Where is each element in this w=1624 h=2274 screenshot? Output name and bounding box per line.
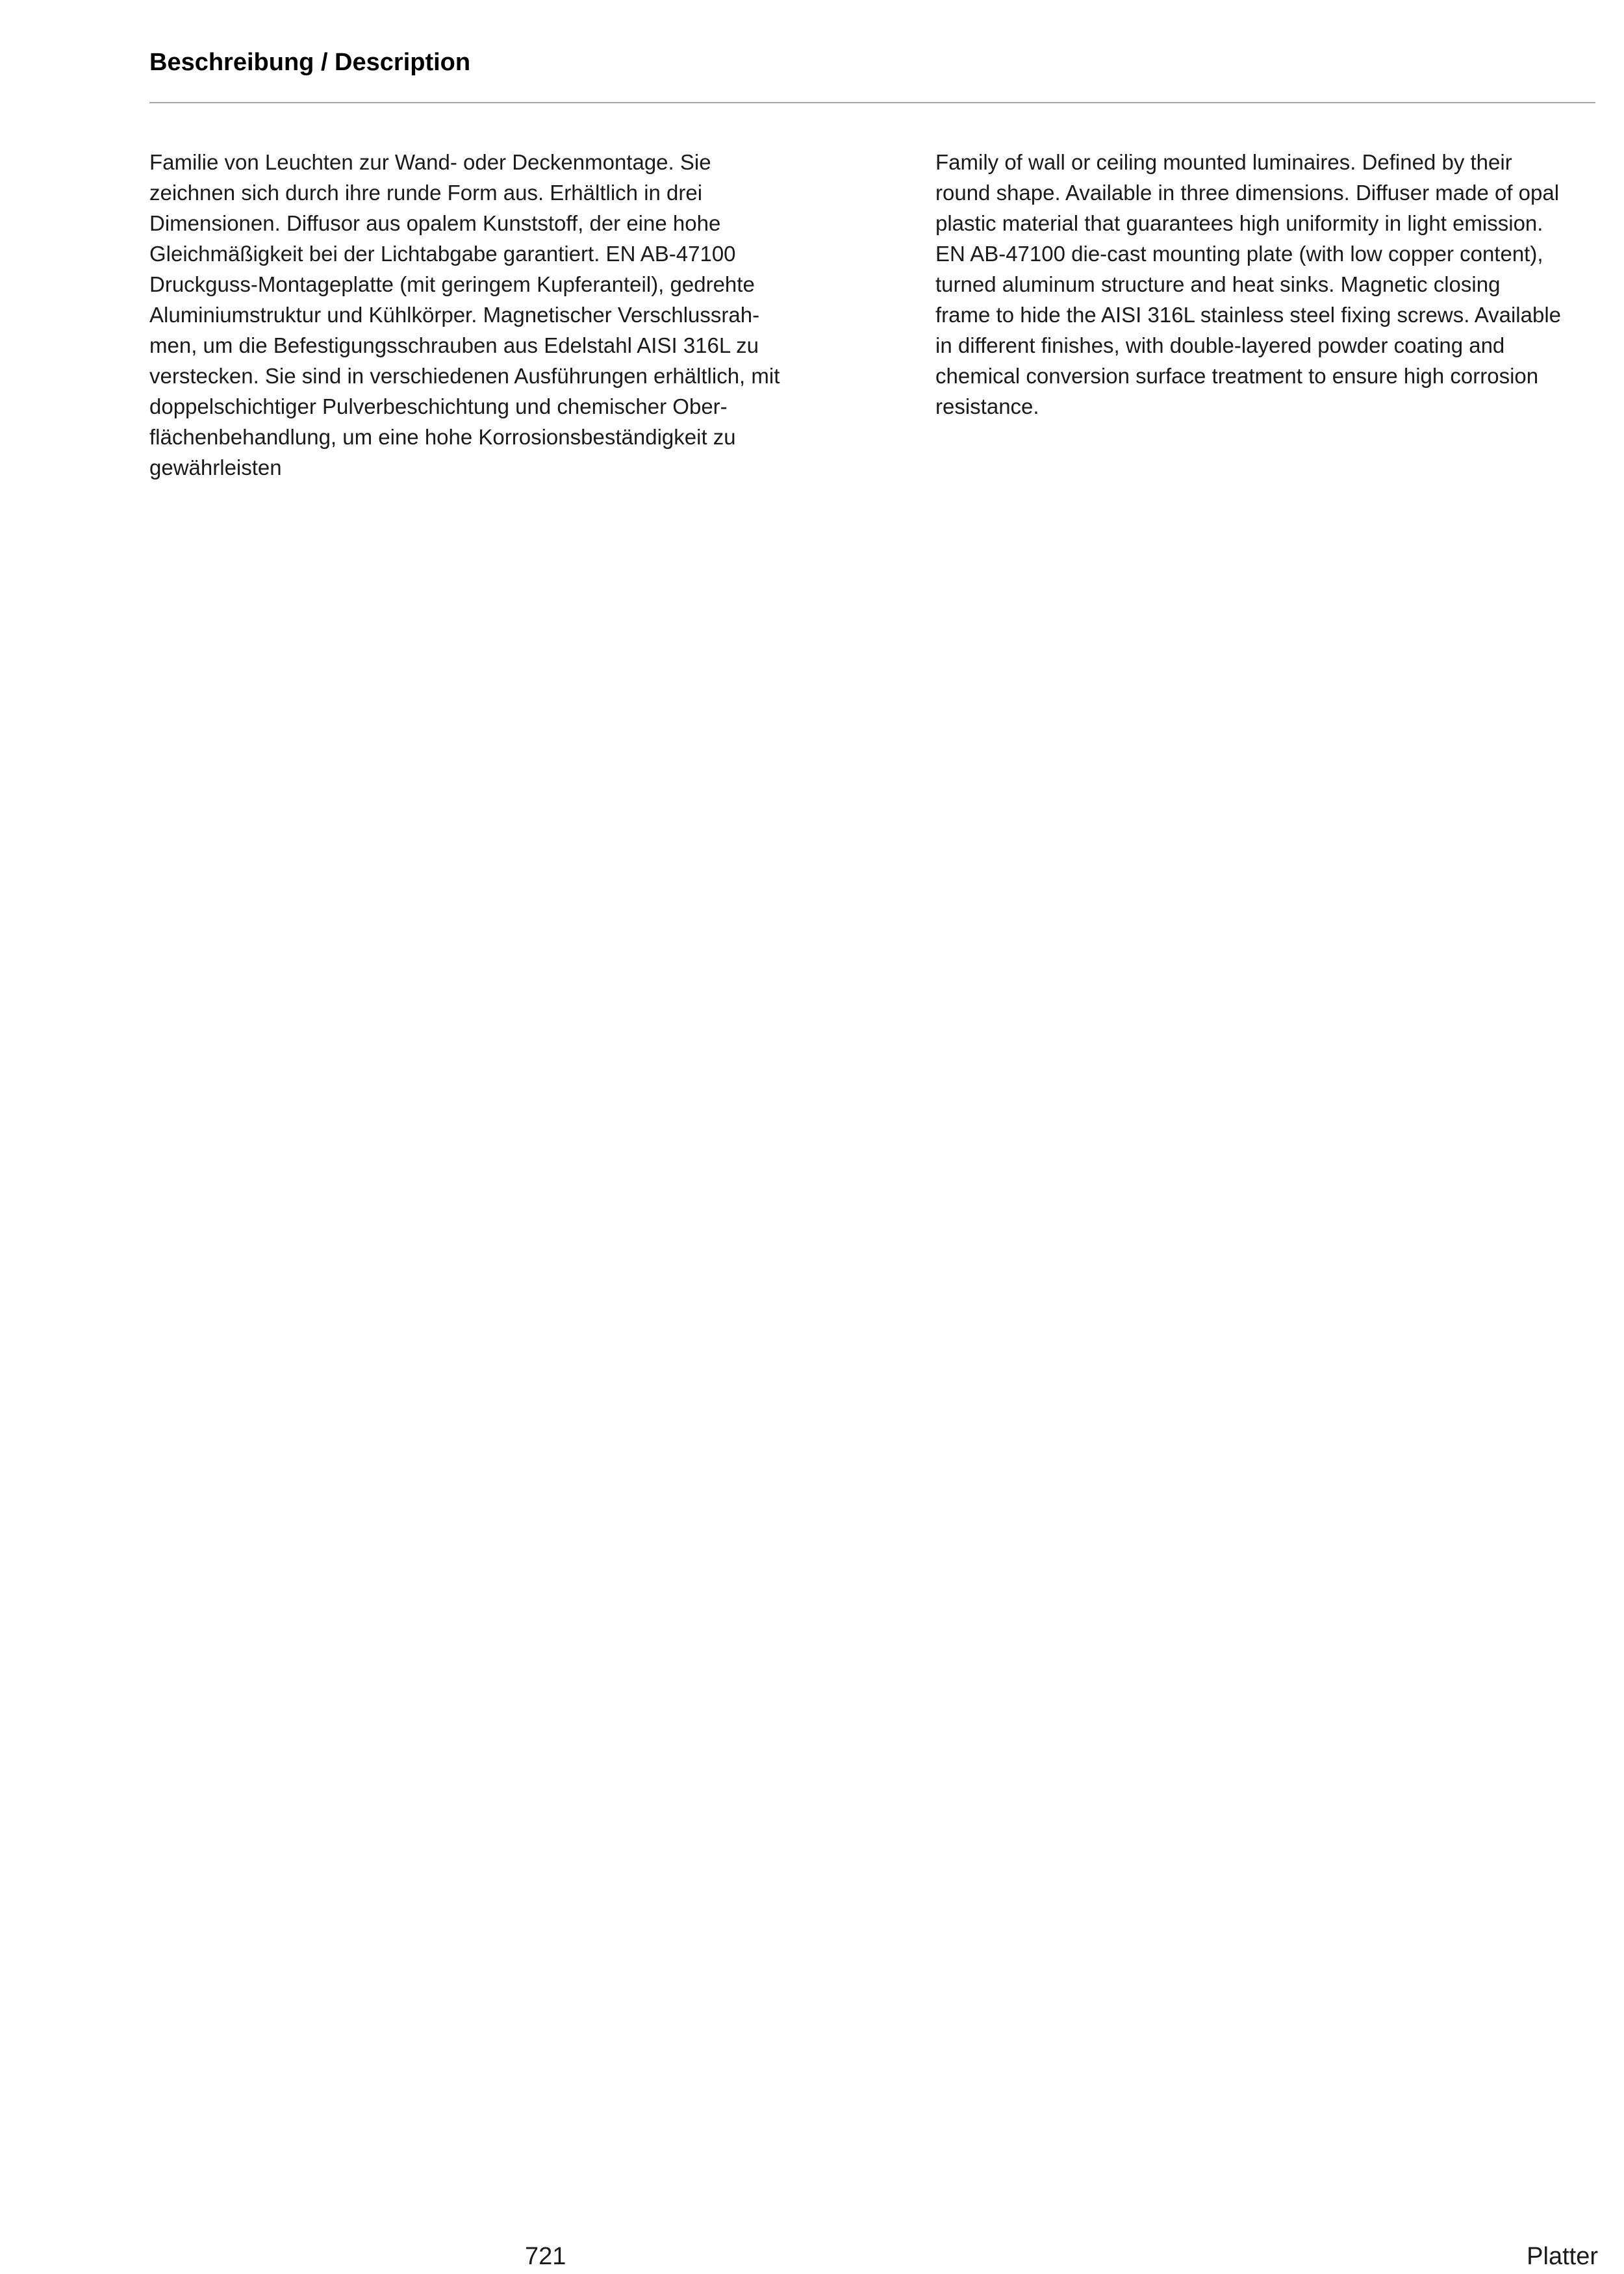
footer-product-name: Platter [1527,2243,1598,2270]
section-divider [149,102,1595,103]
section-title: Beschreibung / Description [149,49,471,76]
description-german: Familie von Leuchten zur Wand- oder Deckenmontage. Sie zeichnen sich durch ihre runde Form aus. Erhältlich in drei Dimensionen. Diffusor aus opalem Kunststoff, der eine hohe Gleichmäßigkeit bei der Lichtabgabe garantiert. EN AB-47100 Druckguss-Montageplatte (mit geringem Kupferanteil), gedrehte Aluminiumstruktur und Kühlkörper. Magnetischer Verschlussrah- men, um die Befestigungsschrauben aus Edelstahl AISI 316L zu verstecken. Sie sind in verschiedenen Ausführungen erhältlich, mit doppelschichtiger Pulverbeschichtung und chemischer Ober- flächenbehandlung, um eine hohe Korrosionsbeständigkeit zu gewährleisten [149,150,780,479]
description-english: Family of wall or ceiling mounted luminaires. Defined by their round shape. Available in three dimensions. Diffuser made of opal plastic material that guarantees high uniformity in light emission. EN AB-47100 die-cast mounting plate (with low copper content), turned aluminum structure and heat sinks. Magnetic closing frame to hide the AISI 316L stainless steel fixing screws. Available in different finishes, with double-layered powder coating and chemical conversion surface treatment to ensure high corrosion resistance. [935,150,1562,418]
page-number: 721 [525,2243,566,2270]
